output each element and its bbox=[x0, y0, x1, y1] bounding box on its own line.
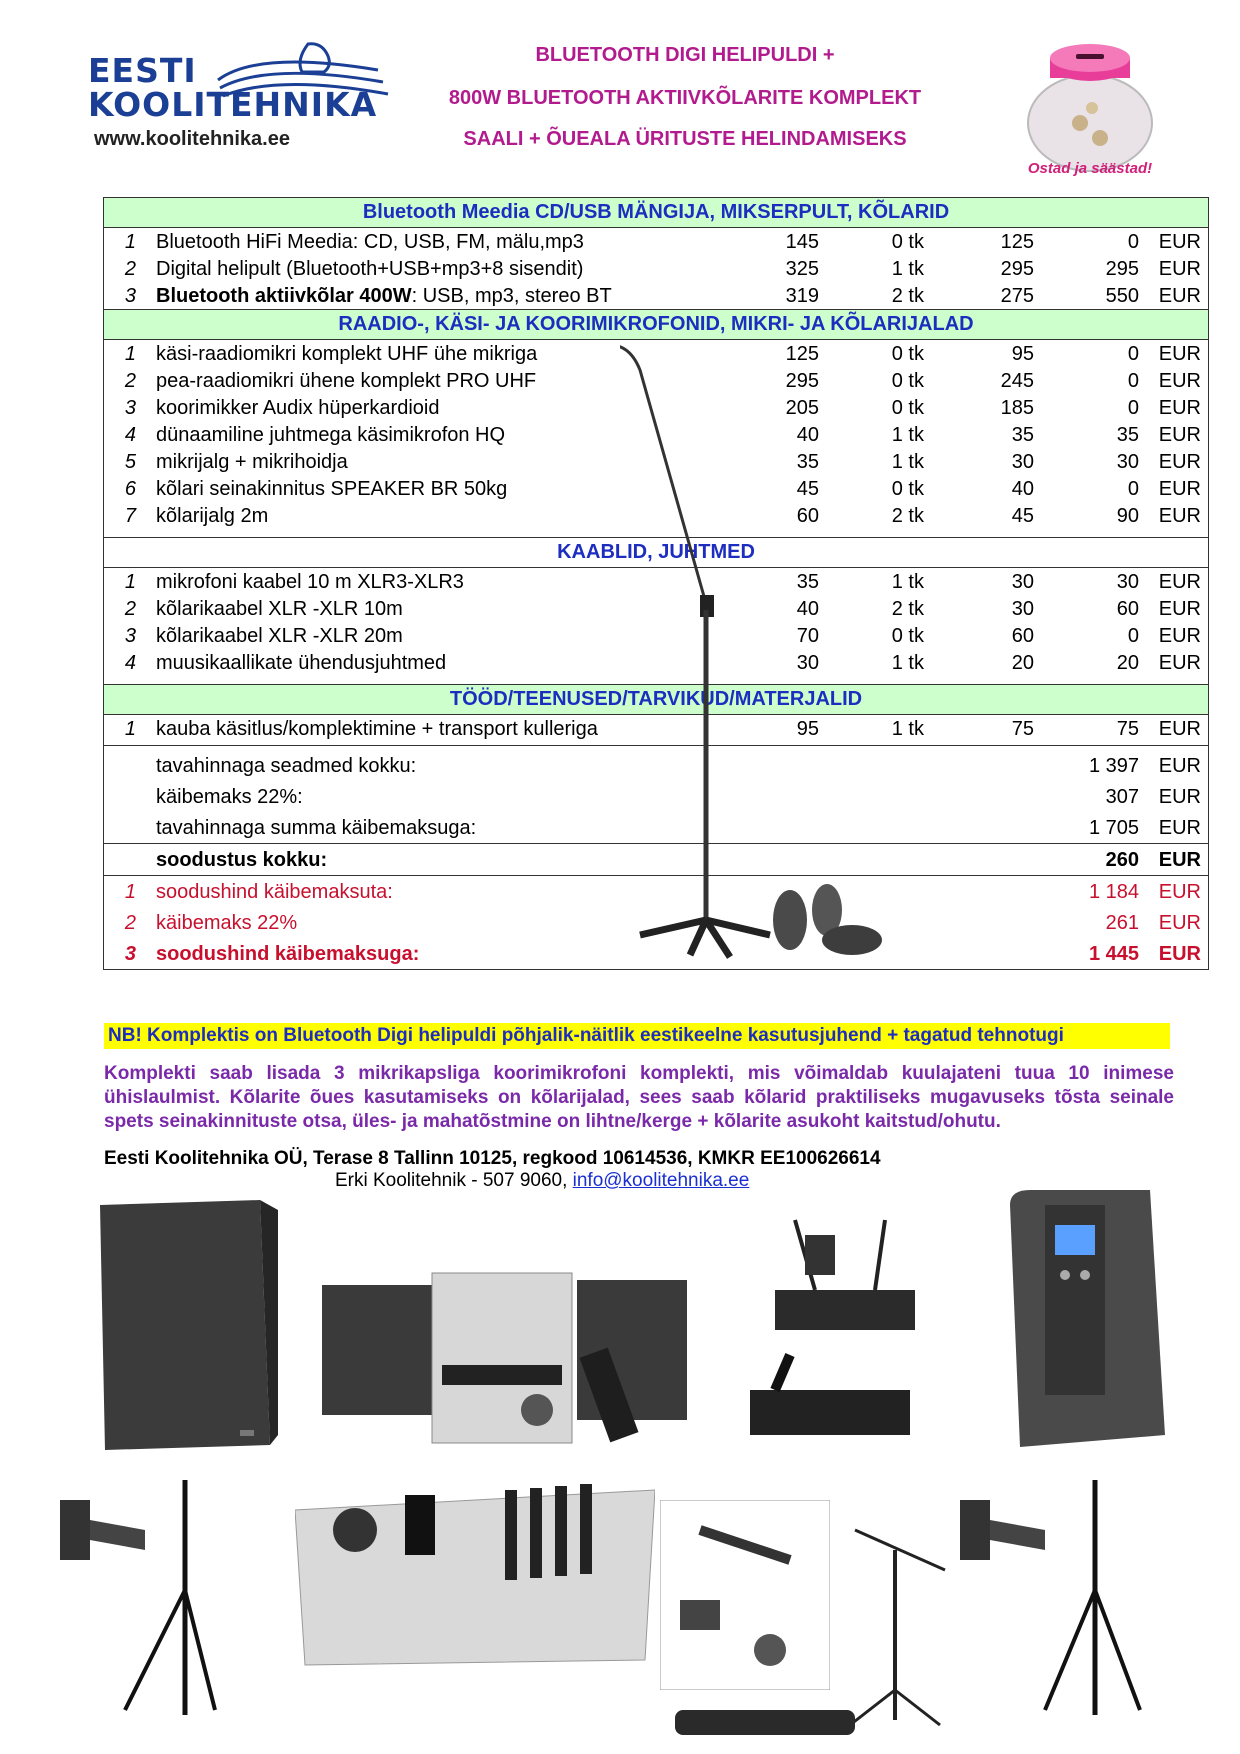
row-qty: 1 tk bbox=[891, 652, 924, 674]
mic-stand-image bbox=[835, 1490, 965, 1730]
sale-vat-label: käibemaks 22% bbox=[156, 912, 298, 934]
row-currency: EUR bbox=[1158, 625, 1201, 647]
row-qty: 0 tk bbox=[891, 478, 924, 500]
sale-price-with-vat bbox=[104, 938, 1208, 969]
row-currency: EUR bbox=[1158, 285, 1201, 307]
row-discount-price: 295 bbox=[1000, 258, 1034, 280]
row-number: 2 bbox=[124, 258, 136, 280]
row-price: 145 bbox=[785, 231, 819, 253]
wall-bracket-and-stand-image bbox=[955, 1470, 1150, 1720]
row-price: 30 bbox=[796, 652, 819, 674]
table-row bbox=[104, 367, 1208, 394]
row-currency: EUR bbox=[1158, 652, 1201, 674]
row-name: muusikaallikate ühendusjuhtmed bbox=[156, 652, 447, 674]
row-qty: 1 tk bbox=[891, 258, 924, 280]
section-header-microphones: RAADIO-, KÄSI- JA KOORIMIKROFONID, MIKRI- JA KÕLARIJALAD bbox=[104, 309, 1208, 340]
section-header-cables: KAABLID, JUHTMED bbox=[104, 537, 1208, 568]
digital-mixer-image bbox=[295, 1470, 655, 1670]
row-sum: 295 bbox=[1105, 258, 1139, 280]
row-qty: 1 tk bbox=[891, 571, 924, 593]
row-discount-price: 35 bbox=[1011, 424, 1034, 446]
row-discount-price: 95 bbox=[1011, 343, 1034, 365]
row-price: 35 bbox=[796, 451, 819, 473]
row-discount-price: 60 bbox=[1011, 625, 1034, 647]
row-qty: 0 tk bbox=[891, 625, 924, 647]
row-name: koorimikker Audix hüperkardioid bbox=[156, 397, 440, 419]
table-row bbox=[104, 340, 1208, 367]
row-number: 4 bbox=[124, 652, 136, 674]
sale-price-with-vat-value: 1 445 bbox=[1088, 943, 1139, 965]
row-qty: 2 tk bbox=[891, 285, 924, 307]
row-sum: 0 bbox=[1127, 370, 1139, 392]
sale-price-no-vat-label: soodushind käibemaksuta: bbox=[156, 881, 393, 903]
total-regular-with-vat bbox=[104, 812, 1208, 843]
row-number: 3 bbox=[124, 397, 136, 419]
row-price: 95 bbox=[796, 718, 819, 740]
row-discount-price: 75 bbox=[1011, 718, 1034, 740]
row-sum: 90 bbox=[1116, 505, 1139, 527]
total-regular-label: tavahinnaga seadmed kokku: bbox=[156, 755, 417, 777]
total-regular-currency: EUR bbox=[1158, 755, 1201, 777]
company-info: Eesti Koolitehnika OÜ, Terase 8 Tallinn 10125, regkood 10614536, KMKR EE100626614 bbox=[104, 1148, 881, 1169]
total-regular-vat-value: 1 705 bbox=[1088, 817, 1139, 839]
page-title-line1: BLUETOOTH DIGI HELIPULDI + bbox=[535, 44, 835, 66]
sale-number: 1 bbox=[124, 881, 136, 903]
sale-vat-currency: EUR bbox=[1158, 912, 1201, 934]
row-qty: 0 tk bbox=[891, 397, 924, 419]
row-number: 1 bbox=[124, 571, 136, 593]
row-name: käsi-raadiomikri komplekt UHF ühe mikriga bbox=[156, 343, 538, 365]
row-sum: 20 bbox=[1116, 652, 1139, 674]
sale-vat bbox=[104, 907, 1208, 938]
sale-price-no-vat-value: 1 184 bbox=[1088, 881, 1139, 903]
logo-line1: EESTI bbox=[88, 51, 197, 90]
row-price: 70 bbox=[796, 625, 819, 647]
row-number: 5 bbox=[124, 451, 136, 473]
total-vat-currency: EUR bbox=[1158, 786, 1201, 808]
row-name: kõlarikaabel XLR -XLR 10m bbox=[156, 598, 403, 620]
row-sum: 0 bbox=[1127, 478, 1139, 500]
email-link[interactable]: info@koolitehnika.ee bbox=[572, 1170, 750, 1191]
table-row bbox=[104, 502, 1208, 529]
row-currency: EUR bbox=[1158, 424, 1201, 446]
table-row bbox=[104, 475, 1208, 502]
row-price: 319 bbox=[785, 285, 819, 307]
wireless-microphone-image bbox=[735, 1200, 935, 1450]
package-note: Komplekti saab lisada 3 mikrikapsliga koorimikrofoni komplekti, mis võimaldab kuulajateni tuua 10 inimese ühislaulmist. Kõlarite õues kasutamiseks on kõlarijalad, sees saab kõlarid praktiliseks mugavuseks tõsta seinale spets seinakinnituste otsa, üles- ja mahatõstmine on lihtne/kerge + kõlarite asukoht kaitstud/ohutu. bbox=[104, 1063, 1174, 1132]
sale-price-with-vat-label: soodushind käibemaksuga: bbox=[156, 943, 420, 965]
row-number: 1 bbox=[124, 231, 136, 253]
row-qty: 1 tk bbox=[891, 718, 924, 740]
total-regular-value: 1 397 bbox=[1088, 755, 1139, 777]
row-name: mikrijalg + mikrihoidja bbox=[156, 451, 348, 473]
row-sum: 75 bbox=[1116, 718, 1139, 740]
row-name: mikrofoni kaabel 10 m XLR3-XLR3 bbox=[156, 571, 464, 593]
table-row bbox=[104, 448, 1208, 475]
row-price: 60 bbox=[796, 505, 819, 527]
row-currency: EUR bbox=[1158, 478, 1201, 500]
row-sum: 0 bbox=[1127, 231, 1139, 253]
sale-vat-value: 261 bbox=[1105, 912, 1139, 934]
passive-speaker-image bbox=[90, 1195, 280, 1455]
row-qty: 2 tk bbox=[891, 598, 924, 620]
row-currency: EUR bbox=[1158, 370, 1201, 392]
table-row bbox=[104, 228, 1208, 255]
price-table bbox=[103, 197, 1209, 970]
table-row bbox=[104, 568, 1208, 595]
row-currency: EUR bbox=[1158, 598, 1201, 620]
table-row bbox=[104, 649, 1208, 676]
total-discount-label: soodustus kokku: bbox=[156, 849, 328, 871]
row-currency: EUR bbox=[1158, 718, 1201, 740]
row-discount-price: 30 bbox=[1011, 598, 1034, 620]
row-number: 7 bbox=[124, 505, 136, 527]
row-price: 295 bbox=[785, 370, 819, 392]
row-sum: 0 bbox=[1127, 625, 1139, 647]
row-currency: EUR bbox=[1158, 397, 1201, 419]
row-qty: 2 tk bbox=[891, 505, 924, 527]
total-regular-vat-currency: EUR bbox=[1158, 817, 1201, 839]
row-number: 3 bbox=[124, 285, 136, 307]
row-currency: EUR bbox=[1158, 571, 1201, 593]
row-discount-price: 45 bbox=[1011, 505, 1034, 527]
page-title-line2: 800W BLUETOOTH AKTIIVKÕLARITE KOMPLEKT bbox=[448, 87, 922, 109]
row-name: kauba käsitlus/komplektimine + transport kulleriga bbox=[156, 718, 598, 740]
wall-bracket-and-stand-image bbox=[55, 1470, 225, 1720]
row-name: kõlarikaabel XLR -XLR 20m bbox=[156, 625, 403, 647]
row-name: Bluetooth HiFi Meedia: CD, USB, FM, mälu,mp3 bbox=[156, 231, 584, 253]
row-name: kõlari seinakinnitus SPEAKER BR 50kg bbox=[156, 478, 508, 500]
row-qty: 0 tk bbox=[891, 231, 924, 253]
contact-line bbox=[335, 1170, 749, 1192]
slogan: Ostad ja säästad! bbox=[1027, 160, 1153, 177]
row-name-bold: Bluetooth aktiivkõlar 400W bbox=[156, 285, 412, 307]
total-vat-label: käibemaks 22%: bbox=[156, 786, 303, 808]
logo-line2: KOOLITEHNIKA bbox=[88, 85, 378, 124]
sale-price-no-vat bbox=[104, 875, 1208, 907]
sale-number: 2 bbox=[124, 912, 136, 934]
carry-bag-image bbox=[670, 1700, 860, 1740]
section-header-media: Bluetooth Meedia CD/USB MÄNGIJA, MIKSERPULT, KÕLARID bbox=[104, 198, 1208, 228]
row-sum: 60 bbox=[1116, 598, 1139, 620]
row-currency: EUR bbox=[1158, 258, 1201, 280]
row-discount-price: 185 bbox=[1000, 397, 1034, 419]
row-sum: 0 bbox=[1127, 343, 1139, 365]
total-regular bbox=[104, 750, 1208, 781]
total-discount-value: 260 bbox=[1105, 849, 1139, 871]
row-sum: 30 bbox=[1116, 571, 1139, 593]
row-name bbox=[156, 285, 612, 308]
row-sum: 550 bbox=[1105, 285, 1139, 307]
row-price: 35 bbox=[796, 571, 819, 593]
row-sum: 30 bbox=[1116, 451, 1139, 473]
row-name: pea-raadiomikri ühene komplekt PRO UHF bbox=[156, 370, 537, 392]
row-qty: 1 tk bbox=[891, 424, 924, 446]
row-currency: EUR bbox=[1158, 343, 1201, 365]
piggy-bank-icon bbox=[1000, 28, 1180, 178]
table-row bbox=[104, 622, 1208, 649]
row-discount-price: 30 bbox=[1011, 451, 1034, 473]
row-currency: EUR bbox=[1158, 231, 1201, 253]
page-title-line3: SAALI + ÕUEALA ÜRITUSTE HELINDAMISEKS bbox=[463, 128, 907, 150]
row-name: Digital helipult (Bluetooth+USB+mp3+8 sisendit) bbox=[156, 258, 584, 280]
table-row bbox=[104, 595, 1208, 622]
total-regular-vat-label: tavahinnaga summa käibemaksuga: bbox=[156, 817, 477, 839]
row-price: 45 bbox=[796, 478, 819, 500]
nb-note: NB! Komplektis on Bluetooth Digi helipuldi põhjalik-näitlik eestikeelne kasutusjuhend + tagatud tehnotugi bbox=[104, 1023, 1170, 1049]
table-row bbox=[104, 421, 1208, 448]
table-row bbox=[104, 255, 1208, 282]
row-name-rest: : USB, mp3, stereo BT bbox=[411, 285, 612, 307]
row-discount-price: 275 bbox=[1000, 285, 1034, 307]
row-number: 1 bbox=[124, 343, 136, 365]
contact-prefix: Erki Koolitehnik - 507 9060, bbox=[335, 1170, 573, 1191]
sale-price-no-vat-currency: EUR bbox=[1158, 881, 1201, 903]
section-header-services: TÖÖD/TEENUSED/TARVIKUD/MATERJALID bbox=[104, 684, 1208, 715]
row-currency: EUR bbox=[1158, 505, 1201, 527]
row-number: 2 bbox=[124, 598, 136, 620]
row-discount-price: 245 bbox=[1000, 370, 1034, 392]
row-number: 4 bbox=[124, 424, 136, 446]
row-currency: EUR bbox=[1158, 451, 1201, 473]
logo-url: www.koolitehnika.ee bbox=[94, 128, 290, 150]
row-price: 125 bbox=[785, 343, 819, 365]
row-sum: 0 bbox=[1127, 397, 1139, 419]
total-vat bbox=[104, 781, 1208, 812]
row-qty: 0 tk bbox=[891, 370, 924, 392]
total-discount-currency: EUR bbox=[1158, 849, 1201, 871]
row-number: 1 bbox=[124, 718, 136, 740]
row-price: 40 bbox=[796, 598, 819, 620]
total-discount bbox=[104, 843, 1208, 875]
row-discount-price: 30 bbox=[1011, 571, 1034, 593]
row-number: 3 bbox=[124, 625, 136, 647]
row-price: 325 bbox=[785, 258, 819, 280]
bell-swoosh-icon bbox=[198, 40, 398, 120]
sale-price-with-vat-currency: EUR bbox=[1158, 943, 1201, 965]
company-logo bbox=[88, 40, 378, 155]
row-discount-price: 20 bbox=[1011, 652, 1034, 674]
row-discount-price: 125 bbox=[1000, 231, 1034, 253]
row-name: kõlarijalg 2m bbox=[156, 505, 269, 527]
row-sum: 35 bbox=[1116, 424, 1139, 446]
row-qty: 1 tk bbox=[891, 451, 924, 473]
active-speaker-image bbox=[990, 1185, 1180, 1455]
table-row bbox=[104, 715, 1208, 745]
row-price: 205 bbox=[785, 397, 819, 419]
microphone-accessories-image bbox=[660, 1500, 830, 1690]
row-number: 6 bbox=[124, 478, 136, 500]
sale-number: 3 bbox=[124, 943, 136, 965]
table-row bbox=[104, 394, 1208, 421]
media-player-system-image bbox=[322, 1255, 692, 1445]
row-discount-price: 40 bbox=[1011, 478, 1034, 500]
table-row bbox=[104, 282, 1208, 309]
row-price: 40 bbox=[796, 424, 819, 446]
total-vat-value: 307 bbox=[1105, 786, 1139, 808]
row-name: dünaamiline juhtmega käsimikrofon HQ bbox=[156, 424, 506, 446]
row-qty: 0 tk bbox=[891, 343, 924, 365]
row-number: 2 bbox=[124, 370, 136, 392]
